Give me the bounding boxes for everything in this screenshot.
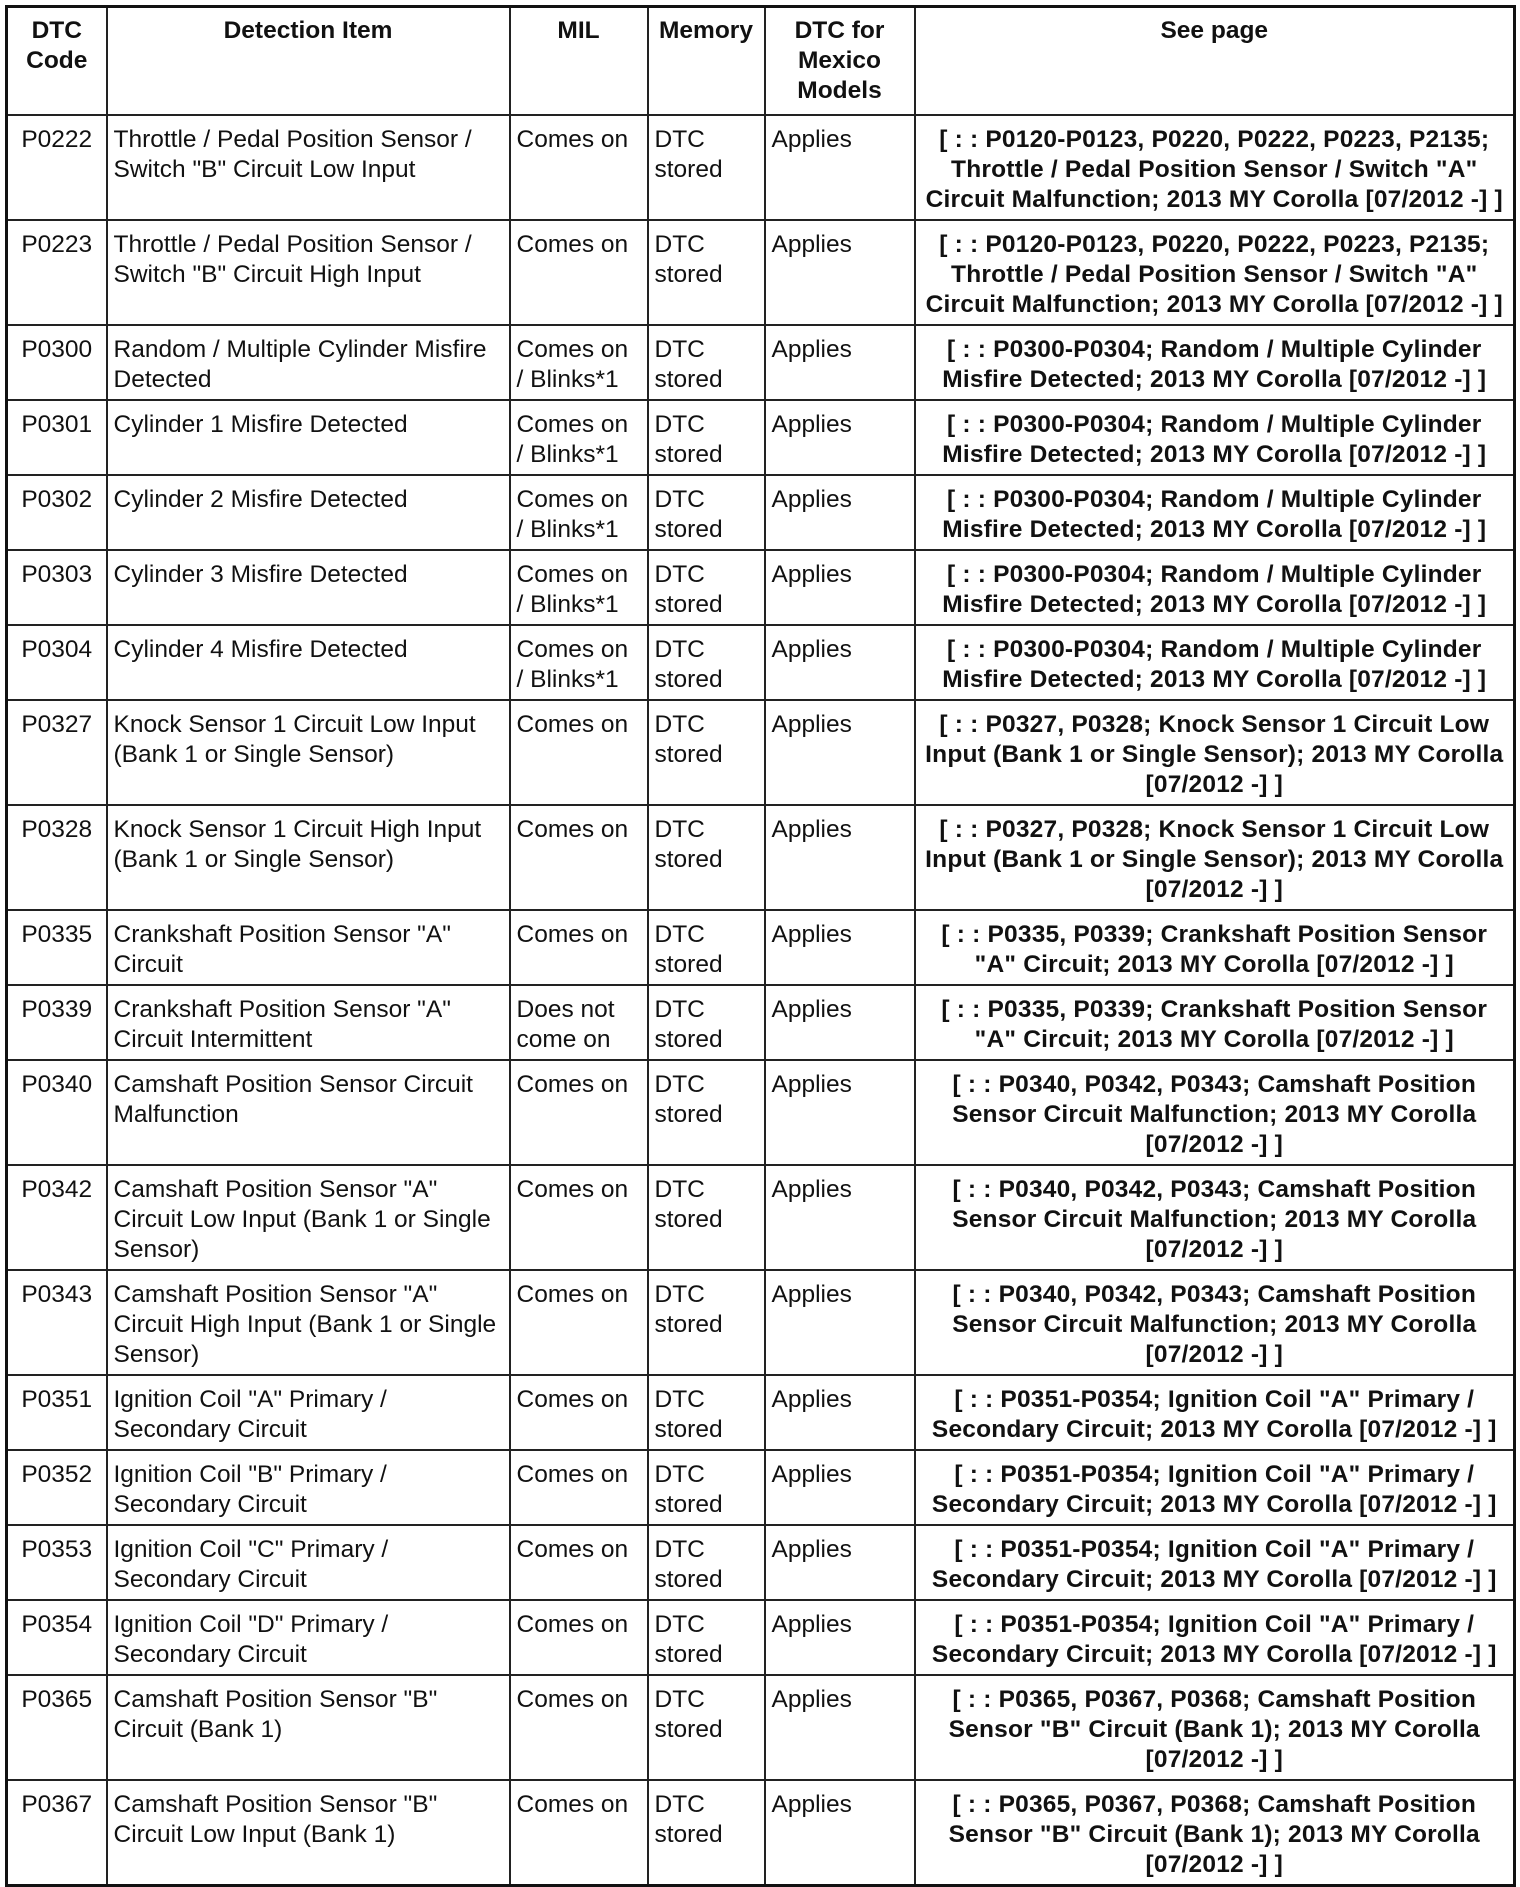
memory-cell: DTC stored [648, 1165, 765, 1270]
memory-cell: DTC stored [648, 1600, 765, 1675]
dtc-code-cell: P0351 [7, 1375, 107, 1450]
table-row [7, 1525, 1515, 1600]
mexico-cell: Applies [765, 220, 915, 325]
see-page-link[interactable]: [ : : P0300-P0304; Random / Multiple Cylinder Misfire Detected; 2013 MY Corolla [07/2012 -] ] [915, 400, 1515, 475]
detection-item-cell: Cylinder 2 Misfire Detected [107, 475, 510, 550]
mexico-cell: Applies [765, 700, 915, 805]
dtc-code-cell: P0353 [7, 1525, 107, 1600]
memory-cell: DTC stored [648, 625, 765, 700]
memory-cell: DTC stored [648, 700, 765, 805]
header-detection-item: Detection Item [107, 7, 510, 116]
detection-item-cell: Knock Sensor 1 Circuit High Input (Bank 1 or Single Sensor) [107, 805, 510, 910]
memory-cell: DTC stored [648, 910, 765, 985]
mil-cell: Comes on / Blinks*1 [510, 550, 648, 625]
table-row [7, 1060, 1515, 1165]
table-row [7, 1600, 1515, 1675]
table-row [7, 625, 1515, 700]
dtc-code-cell: P0340 [7, 1060, 107, 1165]
mil-cell: Comes on / Blinks*1 [510, 475, 648, 550]
header-dtc-code: DTC Code [7, 7, 107, 116]
mil-cell: Does not come on [510, 985, 648, 1060]
see-page-link[interactable]: [ : : P0351-P0354; Ignition Coil "A" Primary / Secondary Circuit; 2013 MY Corolla [07/2012 -] ] [915, 1375, 1515, 1450]
table-row [7, 1270, 1515, 1375]
detection-item-cell: Ignition Coil "B" Primary / Secondary Circuit [107, 1450, 510, 1525]
table-row [7, 910, 1515, 985]
see-page-link[interactable]: [ : : P0300-P0304; Random / Multiple Cylinder Misfire Detected; 2013 MY Corolla [07/2012 -] ] [915, 625, 1515, 700]
dtc-code-cell: P0300 [7, 325, 107, 400]
mexico-cell: Applies [765, 475, 915, 550]
table-row [7, 1165, 1515, 1270]
mil-cell: Comes on [510, 910, 648, 985]
see-page-link[interactable]: [ : : P0300-P0304; Random / Multiple Cylinder Misfire Detected; 2013 MY Corolla [07/2012 -] ] [915, 475, 1515, 550]
dtc-code-cell: P0304 [7, 625, 107, 700]
detection-item-cell: Cylinder 1 Misfire Detected [107, 400, 510, 475]
detection-item-cell: Ignition Coil "D" Primary / Secondary Circuit [107, 1600, 510, 1675]
detection-item-cell: Random / Multiple Cylinder Misfire Detected [107, 325, 510, 400]
memory-cell: DTC stored [648, 400, 765, 475]
dtc-code-cell: P0222 [7, 115, 107, 220]
memory-cell: DTC stored [648, 805, 765, 910]
dtc-code-cell: P0367 [7, 1780, 107, 1886]
see-page-link[interactable]: [ : : P0340, P0342, P0343; Camshaft Position Sensor Circuit Malfunction; 2013 MY Corolla [07/2012 -] ] [915, 1270, 1515, 1375]
see-page-link[interactable]: [ : : P0340, P0342, P0343; Camshaft Position Sensor Circuit Malfunction; 2013 MY Corolla [07/2012 -] ] [915, 1165, 1515, 1270]
header-mexico: DTC for Mexico Models [765, 7, 915, 116]
table-row [7, 1780, 1515, 1886]
mil-cell: Comes on / Blinks*1 [510, 325, 648, 400]
mil-cell: Comes on [510, 1060, 648, 1165]
mexico-cell: Applies [765, 1375, 915, 1450]
detection-item-cell: Cylinder 4 Misfire Detected [107, 625, 510, 700]
mexico-cell: Applies [765, 325, 915, 400]
detection-item-cell: Throttle / Pedal Position Sensor / Switch "B" Circuit High Input [107, 220, 510, 325]
dtc-code-cell: P0303 [7, 550, 107, 625]
mexico-cell: Applies [765, 550, 915, 625]
mexico-cell: Applies [765, 400, 915, 475]
mexico-cell: Applies [765, 985, 915, 1060]
table-row [7, 115, 1515, 220]
table-row [7, 1450, 1515, 1525]
mil-cell: Comes on [510, 1600, 648, 1675]
detection-item-cell: Cylinder 3 Misfire Detected [107, 550, 510, 625]
memory-cell: DTC stored [648, 550, 765, 625]
memory-cell: DTC stored [648, 220, 765, 325]
dtc-code-cell: P0302 [7, 475, 107, 550]
detection-item-cell: Throttle / Pedal Position Sensor / Switch "B" Circuit Low Input [107, 115, 510, 220]
memory-cell: DTC stored [648, 1450, 765, 1525]
memory-cell: DTC stored [648, 475, 765, 550]
table-row [7, 700, 1515, 805]
memory-cell: DTC stored [648, 1375, 765, 1450]
detection-item-cell: Camshaft Position Sensor "B" Circuit (Bank 1) [107, 1675, 510, 1780]
mexico-cell: Applies [765, 910, 915, 985]
detection-item-cell: Crankshaft Position Sensor "A" Circuit [107, 910, 510, 985]
dtc-code-cell: P0352 [7, 1450, 107, 1525]
mil-cell: Comes on [510, 1165, 648, 1270]
table-row [7, 805, 1515, 910]
table-row [7, 475, 1515, 550]
mil-cell: Comes on [510, 1450, 648, 1525]
dtc-table [5, 5, 1516, 1887]
dtc-code-cell: P0342 [7, 1165, 107, 1270]
memory-cell: DTC stored [648, 1780, 765, 1886]
table-header-row [7, 7, 1515, 116]
memory-cell: DTC stored [648, 1675, 765, 1780]
see-page-link[interactable]: [ : : P0327, P0328; Knock Sensor 1 Circuit Low Input (Bank 1 or Single Sensor); 2013 MY Corolla [07/2012 -] ] [915, 700, 1515, 805]
dtc-table-page [5, 5, 1513, 1887]
detection-item-cell: Camshaft Position Sensor "B" Circuit Low Input (Bank 1) [107, 1780, 510, 1886]
detection-item-cell: Crankshaft Position Sensor "A" Circuit Intermittent [107, 985, 510, 1060]
see-page-link[interactable]: [ : : P0365, P0367, P0368; Camshaft Position Sensor "B" Circuit (Bank 1); 2013 MY Corolla [07/2012 -] ] [915, 1675, 1515, 1780]
see-page-link[interactable]: [ : : P0300-P0304; Random / Multiple Cylinder Misfire Detected; 2013 MY Corolla [07/2012 -] ] [915, 550, 1515, 625]
mexico-cell: Applies [765, 1165, 915, 1270]
mil-cell: Comes on / Blinks*1 [510, 400, 648, 475]
dtc-code-cell: P0327 [7, 700, 107, 805]
memory-cell: DTC stored [648, 1525, 765, 1600]
see-page-link[interactable]: [ : : P0120-P0123, P0220, P0222, P0223, P2135; Throttle / Pedal Position Sensor / Switch "A" Circuit Malfunction; 2013 MY Corolla [07/2012 -] ] [915, 220, 1515, 325]
detection-item-cell: Knock Sensor 1 Circuit Low Input (Bank 1 or Single Sensor) [107, 700, 510, 805]
mil-cell: Comes on [510, 805, 648, 910]
see-page-link[interactable]: [ : : P0340, P0342, P0343; Camshaft Position Sensor Circuit Malfunction; 2013 MY Corolla [07/2012 -] ] [915, 1060, 1515, 1165]
mexico-cell: Applies [765, 1780, 915, 1886]
dtc-code-cell: P0339 [7, 985, 107, 1060]
see-page-link[interactable]: [ : : P0351-P0354; Ignition Coil "A" Primary / Secondary Circuit; 2013 MY Corolla [07/2012 -] ] [915, 1450, 1515, 1525]
memory-cell: DTC stored [648, 1060, 765, 1165]
mil-cell: Comes on [510, 115, 648, 220]
see-page-link[interactable]: [ : : P0327, P0328; Knock Sensor 1 Circuit Low Input (Bank 1 or Single Sensor); 2013 MY Corolla [07/2012 -] ] [915, 805, 1515, 910]
table-row [7, 985, 1515, 1060]
see-page-link[interactable]: [ : : P0351-P0354; Ignition Coil "A" Primary / Secondary Circuit; 2013 MY Corolla [07/2012 -] ] [915, 1600, 1515, 1675]
table-row [7, 325, 1515, 400]
table-row [7, 400, 1515, 475]
mexico-cell: Applies [765, 805, 915, 910]
dtc-code-cell: P0328 [7, 805, 107, 910]
header-mil: MIL [510, 7, 648, 116]
dtc-code-cell: P0223 [7, 220, 107, 325]
mexico-cell: Applies [765, 1270, 915, 1375]
mexico-cell: Applies [765, 1600, 915, 1675]
mexico-cell: Applies [765, 625, 915, 700]
memory-cell: DTC stored [648, 115, 765, 220]
detection-item-cell: Camshaft Position Sensor Circuit Malfunction [107, 1060, 510, 1165]
detection-item-cell: Camshaft Position Sensor "A" Circuit High Input (Bank 1 or Single Sensor) [107, 1270, 510, 1375]
mexico-cell: Applies [765, 1450, 915, 1525]
table-row [7, 220, 1515, 325]
mexico-cell: Applies [765, 1675, 915, 1780]
mil-cell: Comes on [510, 220, 648, 325]
dtc-code-cell: P0343 [7, 1270, 107, 1375]
mil-cell: Comes on / Blinks*1 [510, 625, 648, 700]
header-memory: Memory [648, 7, 765, 116]
dtc-code-cell: P0301 [7, 400, 107, 475]
mil-cell: Comes on [510, 700, 648, 805]
mil-cell: Comes on [510, 1675, 648, 1780]
detection-item-cell: Ignition Coil "A" Primary / Secondary Circuit [107, 1375, 510, 1450]
dtc-code-cell: P0335 [7, 910, 107, 985]
mil-cell: Comes on [510, 1780, 648, 1886]
mexico-cell: Applies [765, 1525, 915, 1600]
see-page-link[interactable]: [ : : P0351-P0354; Ignition Coil "A" Primary / Secondary Circuit; 2013 MY Corolla [07/2012 -] ] [915, 1525, 1515, 1600]
see-page-link[interactable]: [ : : P0300-P0304; Random / Multiple Cylinder Misfire Detected; 2013 MY Corolla [07/2012 -] ] [915, 325, 1515, 400]
see-page-link[interactable]: [ : : P0335, P0339; Crankshaft Position Sensor "A" Circuit; 2013 MY Corolla [07/2012 -] ] [915, 985, 1515, 1060]
detection-item-cell: Camshaft Position Sensor "A" Circuit Low Input (Bank 1 or Single Sensor) [107, 1165, 510, 1270]
mexico-cell: Applies [765, 115, 915, 220]
dtc-code-cell: P0354 [7, 1600, 107, 1675]
memory-cell: DTC stored [648, 1270, 765, 1375]
see-page-link[interactable]: [ : : P0120-P0123, P0220, P0222, P0223, P2135; Throttle / Pedal Position Sensor / Switch "A" Circuit Malfunction; 2013 MY Corolla [07/2012 -] ] [915, 115, 1515, 220]
memory-cell: DTC stored [648, 985, 765, 1060]
table-row [7, 1675, 1515, 1780]
detection-item-cell: Ignition Coil "C" Primary / Secondary Circuit [107, 1525, 510, 1600]
table-row [7, 550, 1515, 625]
mil-cell: Comes on [510, 1270, 648, 1375]
see-page-link[interactable]: [ : : P0365, P0367, P0368; Camshaft Position Sensor "B" Circuit (Bank 1); 2013 MY Corolla [07/2012 -] ] [915, 1780, 1515, 1886]
mil-cell: Comes on [510, 1375, 648, 1450]
mexico-cell: Applies [765, 1060, 915, 1165]
see-page-link[interactable]: [ : : P0335, P0339; Crankshaft Position Sensor "A" Circuit; 2013 MY Corolla [07/2012 -] ] [915, 910, 1515, 985]
memory-cell: DTC stored [648, 325, 765, 400]
table-row [7, 1375, 1515, 1450]
header-see-page: See page [915, 7, 1515, 116]
dtc-code-cell: P0365 [7, 1675, 107, 1780]
mil-cell: Comes on [510, 1525, 648, 1600]
